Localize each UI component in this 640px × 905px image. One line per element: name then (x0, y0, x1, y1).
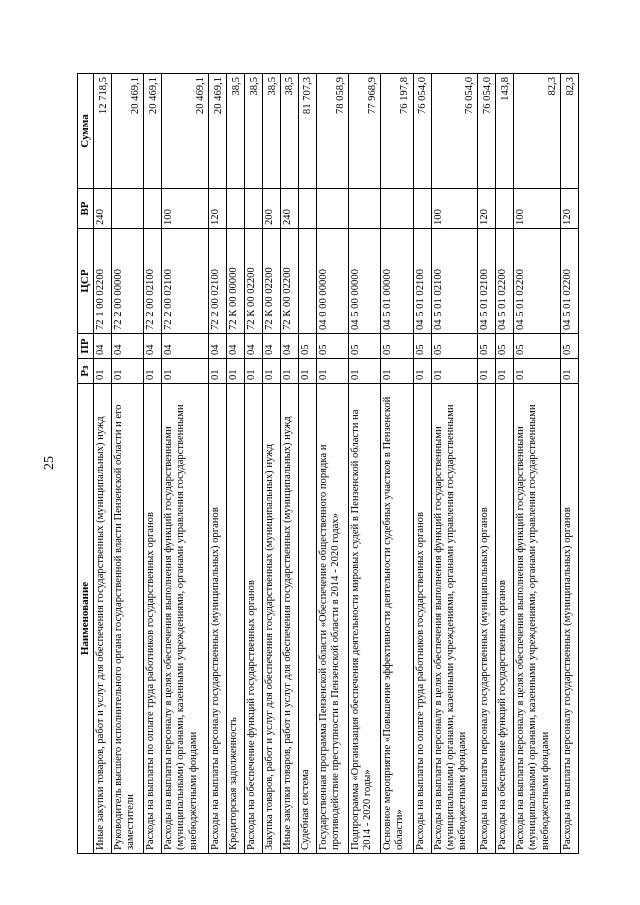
cell-vr (244, 189, 262, 229)
cell-pr: 04 (162, 334, 209, 359)
cell-vr (496, 189, 514, 229)
table-row (478, 74, 496, 854)
cell-sum: 20 469,1 (111, 74, 143, 189)
table-row (381, 74, 413, 854)
cell-sum: 20 469,1 (162, 74, 209, 189)
cell-name: Государственная программа Пензенской области «Обеспечение общественного порядка и противодействие преступности в Пензенской области в 2014 - 2020 годах» (316, 384, 348, 854)
cell-csr: 04 5 01 02200 (514, 229, 561, 334)
cell-pr: 04 (262, 334, 280, 359)
cell-pr: 05 (496, 334, 514, 359)
cell-csr: 72 К 00 02200 (280, 229, 298, 334)
cell-csr: 04 5 01 02200 (496, 229, 514, 334)
cell-sum: 12 718,5 (94, 74, 112, 189)
cell-sum: 76 054,0 (413, 74, 431, 189)
cell-vr: 120 (560, 189, 578, 229)
table-row (226, 74, 244, 854)
cell-pr: 05 (348, 334, 380, 359)
cell-vr (316, 189, 348, 229)
cell-rz: 01 (94, 359, 112, 384)
budget-table (77, 73, 579, 854)
cell-sum: 82,3 (560, 74, 578, 189)
cell-csr: 04 5 01 02100 (431, 229, 478, 334)
cell-pr: 04 (280, 334, 298, 359)
cell-pr: 04 (111, 334, 143, 359)
table-row (514, 74, 561, 854)
cell-rz: 01 (208, 359, 226, 384)
cell-name: Кредиторская задолженность (226, 384, 244, 854)
cell-name: Расходы на выплаты по оплате труда работников государственных органов (144, 384, 162, 854)
cell-csr: 04 5 01 02200 (560, 229, 578, 334)
table-row (431, 74, 478, 854)
cell-sum: 38,5 (280, 74, 298, 189)
table-row (316, 74, 348, 854)
cell-name: Судебная система (298, 384, 316, 854)
cell-csr: 72 К 00 02200 (262, 229, 280, 334)
cell-name: Подпрограмма «Организация обеспечения деятельности мировых судей в Пензенской области на 2014 - 2020 годы» (348, 384, 380, 854)
cell-name: Иные закупки товаров, работ и услуг для обеспечения государственных (муниципальных) нужд (94, 384, 112, 854)
cell-rz: 01 (413, 359, 431, 384)
table-row (262, 74, 280, 854)
cell-csr: 04 0 00 00000 (316, 229, 348, 334)
cell-csr: 72 2 00 02100 (208, 229, 226, 334)
table-row (560, 74, 578, 854)
cell-pr: 05 (298, 334, 316, 359)
cell-rz: 01 (496, 359, 514, 384)
cell-rz: 01 (262, 359, 280, 384)
cell-pr: 05 (316, 334, 348, 359)
cell-rz: 01 (298, 359, 316, 384)
cell-sum: 77 968,9 (348, 74, 380, 189)
cell-vr: 120 (208, 189, 226, 229)
cell-name: Расходы на выплаты персоналу государственных (муниципальных) органов (560, 384, 578, 854)
cell-name: Расходы на выплаты персоналу в целях обеспечения выполнения функций государственными (муниципальными) органами, казенными учреждениями, органами управления государственными внебюджетными фондами (514, 384, 561, 854)
cell-rz: 01 (478, 359, 496, 384)
cell-vr: 120 (478, 189, 496, 229)
cell-vr (111, 189, 143, 229)
cell-rz: 01 (162, 359, 209, 384)
cell-rz: 01 (381, 359, 413, 384)
cell-rz: 01 (280, 359, 298, 384)
cell-name: Руководитель высшего исполнительного органа государственной власти Пензенской области и его заместители (111, 384, 143, 854)
cell-rz: 01 (244, 359, 262, 384)
cell-vr: 240 (94, 189, 112, 229)
cell-pr: 05 (413, 334, 431, 359)
cell-vr: 200 (262, 189, 280, 229)
cell-pr: 05 (478, 334, 496, 359)
cell-vr: 100 (162, 189, 209, 229)
cell-sum: 38,5 (226, 74, 244, 189)
cell-sum: 76 054,0 (478, 74, 496, 189)
cell-vr (413, 189, 431, 229)
cell-csr: 04 5 00 00000 (348, 229, 380, 334)
cell-name: Иные закупки товаров, работ и услуг для обеспечения государственных (муниципальных) нужд (280, 384, 298, 854)
cell-pr: 04 (144, 334, 162, 359)
cell-csr: 04 5 01 02100 (478, 229, 496, 334)
cell-name: Расходы на выплаты персоналу в целях обеспечения выполнения функций государственными (муниципальными) органами, казенными учреждениями, органами управления государственными внебюджетными фондами (431, 384, 478, 854)
cell-vr: 100 (431, 189, 478, 229)
cell-sum: 82,3 (514, 74, 561, 189)
cell-sum: 78 058,9 (316, 74, 348, 189)
cell-sum: 76 197,8 (381, 74, 413, 189)
cell-pr: 04 (94, 334, 112, 359)
cell-pr: 05 (560, 334, 578, 359)
cell-vr: 240 (280, 189, 298, 229)
cell-name: Расходы на обеспечение функций государственных органов (244, 384, 262, 854)
cell-rz: 01 (226, 359, 244, 384)
cell-pr: 05 (431, 334, 478, 359)
cell-vr (144, 189, 162, 229)
cell-rz: 01 (514, 359, 561, 384)
cell-name: Основное мероприятие «Повышение эффективности деятельности судебных участков в Пензенской области» (381, 384, 413, 854)
table-row (413, 74, 431, 854)
cell-name: Расходы на выплаты персоналу государственных (муниципальных) органов (478, 384, 496, 854)
cell-rz: 01 (144, 359, 162, 384)
cell-vr (348, 189, 380, 229)
table-row (94, 74, 112, 854)
page-number: 25 (42, 456, 57, 470)
cell-csr: 04 5 01 02100 (413, 229, 431, 334)
cell-sum: 20 469,1 (144, 74, 162, 189)
rotated-table-container (77, 74, 579, 854)
cell-csr (298, 229, 316, 334)
header-rz: Рз (78, 359, 94, 384)
header-sum: Сумма (78, 74, 94, 189)
table-row (298, 74, 316, 854)
table-row (144, 74, 162, 854)
cell-rz: 01 (560, 359, 578, 384)
cell-csr: 72 2 00 00000 (111, 229, 143, 334)
header-vr: ВР (78, 189, 94, 229)
cell-rz: 01 (316, 359, 348, 384)
table-row (348, 74, 380, 854)
header-csr: ЦСР (78, 229, 94, 334)
cell-sum: 38,5 (244, 74, 262, 189)
cell-pr: 04 (244, 334, 262, 359)
cell-pr: 05 (381, 334, 413, 359)
cell-sum: 143,8 (496, 74, 514, 189)
cell-csr: 72 2 00 02100 (144, 229, 162, 334)
cell-vr: 100 (514, 189, 561, 229)
cell-vr (226, 189, 244, 229)
cell-sum: 38,5 (262, 74, 280, 189)
header-pr: ПР (78, 334, 94, 359)
cell-vr (298, 189, 316, 229)
cell-name: Расходы на обеспечение функций государственных органов (496, 384, 514, 854)
table-row (244, 74, 262, 854)
table-row (496, 74, 514, 854)
cell-sum: 76 054,0 (431, 74, 478, 189)
cell-csr: 72 2 00 02100 (162, 229, 209, 334)
header-name: Наименование (78, 384, 94, 854)
table-row (162, 74, 209, 854)
cell-rz: 01 (111, 359, 143, 384)
cell-name: Расходы на выплаты по оплате труда работников государственных органов (413, 384, 431, 854)
table-row (280, 74, 298, 854)
cell-rz: 01 (431, 359, 478, 384)
cell-csr: 72 1 00 02200 (94, 229, 112, 334)
cell-vr (381, 189, 413, 229)
cell-name: Расходы на выплаты персоналу государственных (муниципальных) органов (208, 384, 226, 854)
cell-name: Закупка товаров, работ и услуг для обеспечения государственных (муниципальных) нужд (262, 384, 280, 854)
table-header-row (78, 74, 94, 854)
table-row (111, 74, 143, 854)
cell-sum: 81 707,3 (298, 74, 316, 189)
cell-pr: 05 (514, 334, 561, 359)
cell-name: Расходы на выплаты персоналу в целях обеспечения выполнения функций государственными (муниципальными) органами, казенными учреждениями, органами управления государственными внебюджетными фондами (162, 384, 209, 854)
cell-csr: 04 5 01 00000 (381, 229, 413, 334)
cell-sum: 20 469,1 (208, 74, 226, 189)
cell-csr: 72 К 00 00000 (226, 229, 244, 334)
cell-pr: 04 (208, 334, 226, 359)
table-row (208, 74, 226, 854)
cell-rz: 01 (348, 359, 380, 384)
cell-csr: 72 К 00 02200 (244, 229, 262, 334)
cell-pr: 04 (226, 334, 244, 359)
